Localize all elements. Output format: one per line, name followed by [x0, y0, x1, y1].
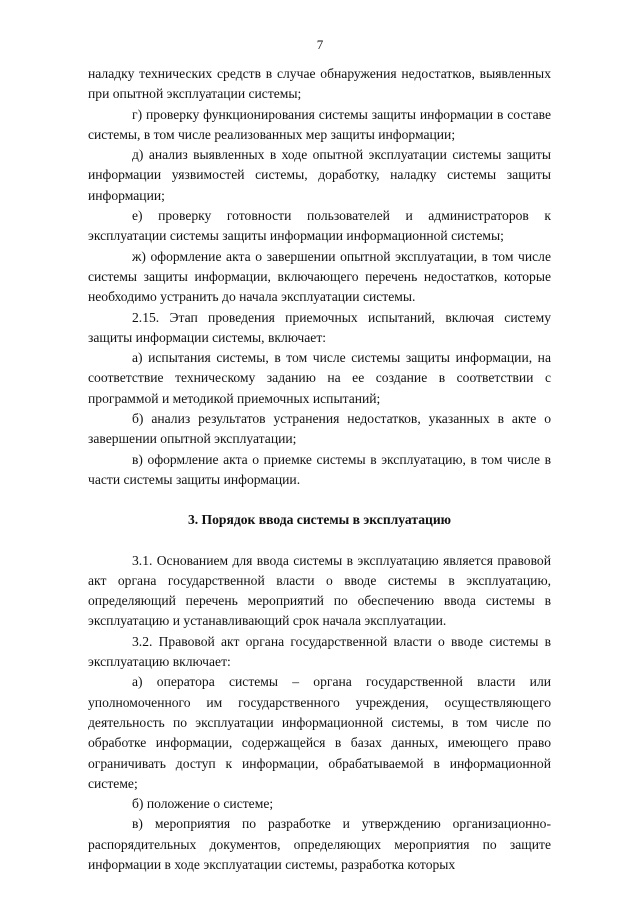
paragraph: 3.2. Правовой акт органа государственной власти о вводе системы в эксплуатацию включает:	[88, 633, 551, 670]
paragraph: наладку технических средств в случае обнаружения недостатков, выявленных при опытной эксплуатации системы;	[88, 66, 551, 102]
page-number: 7	[316, 37, 324, 52]
paragraphs-after-heading	[88, 551, 551, 876]
paragraph: ж) оформление акта о завершении опытной эксплуатации, в том числе системы защиты информации, включающего перечень недостатков, которые необходимо устранить до начала эксплуатации системы.	[88, 248, 551, 305]
paragraph: а) оператора системы – органа государственной власти или уполномоченного им государственного учреждения, осуществляющего деятельность по эксплуатации информационной системы, в том числе по обработке информации, содержащейся в базах данных, имеющего право ограничивать доступ к информации, обрабатываемой в информационной системе;	[88, 674, 551, 791]
paragraph: е) проверку готовности пользователей и администраторов к эксплуатации системы защиты информации информационной системы;	[88, 208, 551, 244]
paragraph: б) положение о системе;	[132, 796, 274, 812]
paragraph: 2.15. Этап проведения приемочных испытаний, включая систему защиты информации системы, включает:	[88, 309, 551, 345]
paragraph: г) проверку функционирования системы защиты информации в составе системы, в том числе реализованных мер защиты информации;	[88, 106, 551, 142]
paragraph: д) анализ выявленных в ходе опытной эксплуатации системы защиты информации уязвимостей системы, доработку, наладку системы защиты информации;	[88, 147, 551, 203]
document-body	[88, 64, 551, 875]
paragraphs-before-heading	[88, 64, 551, 490]
section-heading: 3. Порядок ввода системы в эксплуатацию	[187, 512, 452, 528]
paragraph: в) оформление акта о приемке системы в эксплуатацию, в том числе в части системы защиты информации.	[88, 451, 551, 487]
paragraph: в) мероприятия по разработке и утверждению организационно-распорядительных документов, определяющих мероприятия по защите информации в ходе эксплуатации системы, разработка которых	[88, 816, 551, 872]
paragraph: а) испытания системы, в том числе системы защиты информации, на соответствие техническому заданию на ее создание в соответствии с программой и методикой приемочных испытаний;	[88, 350, 551, 406]
paragraph: 3.1. Основанием для ввода системы в эксплуатацию является правовой акт органа государственной власти о вводе системы в эксплуатацию, определяющий перечень мероприятий по обеспечению ввода системы в эксплуатацию и устанавливающий срок начала эксплуатации.	[88, 552, 551, 629]
paragraph: б) анализ результатов устранения недостатков, указанных в акте о завершении опытной эксплуатации;	[88, 411, 551, 447]
